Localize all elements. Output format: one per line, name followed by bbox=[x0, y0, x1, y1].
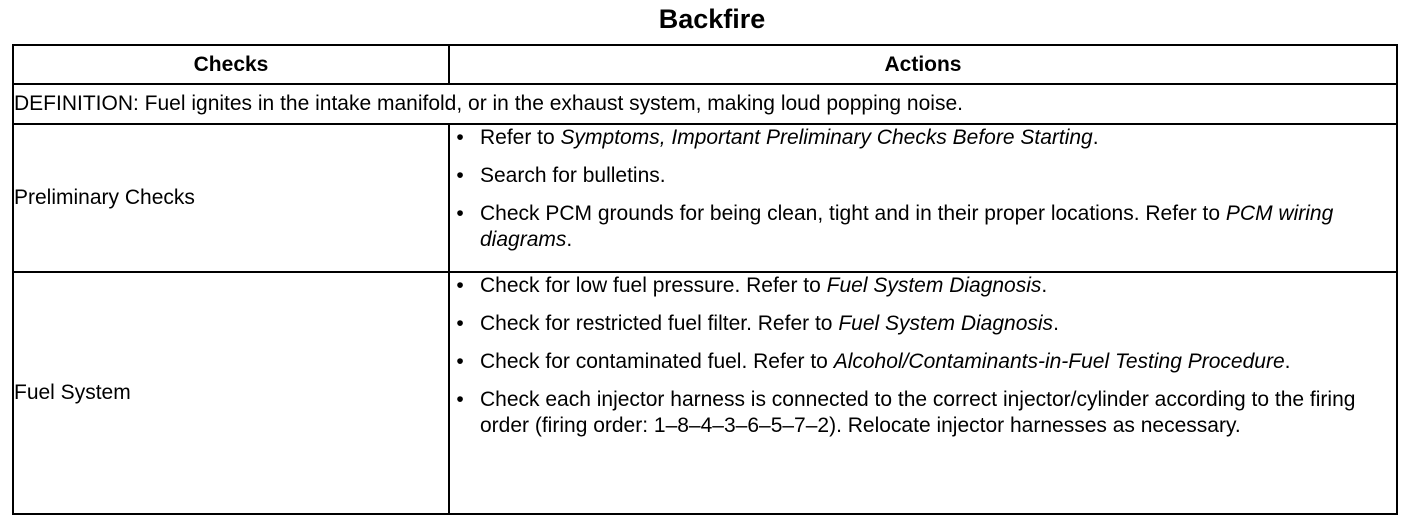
action-list bbox=[450, 125, 1396, 253]
bullet-icon: • bbox=[456, 126, 464, 149]
action-item bbox=[450, 163, 1396, 189]
action-text: Check PCM grounds for being clean, tight and in their proper locations. Refer to bbox=[480, 202, 1226, 225]
action-item bbox=[450, 349, 1396, 375]
action-reference: Fuel System Diagnosis bbox=[838, 312, 1054, 335]
action-text: Search for bulletins. bbox=[480, 164, 666, 187]
action-item bbox=[450, 387, 1396, 439]
action-text: Refer to bbox=[480, 126, 561, 149]
action-reference: Fuel System Diagnosis bbox=[826, 274, 1042, 297]
table-row bbox=[13, 272, 1397, 514]
bullet-icon: • bbox=[456, 202, 464, 225]
actions-cell bbox=[449, 124, 1397, 272]
diagnostic-table bbox=[12, 44, 1398, 515]
bullet-icon: • bbox=[456, 388, 464, 411]
check-name: Preliminary Checks bbox=[13, 124, 449, 272]
action-tail: . bbox=[566, 228, 573, 251]
action-text: Check each injector harness is connected to the correct injector/cylinder according to the firing order (firing order: 1–8–4–3–6–5–7–2). Relocate injector harnesses as necessary. bbox=[480, 388, 1356, 437]
page-title: Backfire bbox=[658, 4, 766, 34]
action-reference: Symptoms, Important Preliminary Checks Before Starting bbox=[560, 126, 1093, 149]
bullet-icon: • bbox=[456, 312, 464, 335]
definition-row bbox=[13, 84, 1397, 124]
checks-column-header: Checks bbox=[13, 45, 449, 84]
bullet-icon: • bbox=[456, 274, 464, 297]
action-item bbox=[450, 311, 1396, 337]
action-text: Check for contaminated fuel. Refer to bbox=[480, 350, 834, 373]
action-reference: PCM wiring diagrams bbox=[480, 202, 1334, 251]
check-name: Fuel System bbox=[13, 272, 449, 514]
action-item bbox=[450, 201, 1396, 253]
definition-text: DEFINITION: Fuel ignites in the intake manifold, or in the exhaust system, making loud popping noise. bbox=[13, 84, 1397, 124]
action-tail: . bbox=[1053, 312, 1059, 335]
action-item bbox=[450, 125, 1396, 151]
action-list bbox=[450, 273, 1396, 439]
action-reference: Alcohol/Contaminants-in-Fuel Testing Procedure bbox=[833, 350, 1285, 373]
actions-column-header: Actions bbox=[449, 45, 1397, 84]
action-item bbox=[450, 273, 1396, 299]
action-tail: . bbox=[1092, 126, 1099, 149]
table-row bbox=[13, 124, 1397, 272]
bullet-icon: • bbox=[456, 164, 464, 187]
bullet-icon: • bbox=[456, 350, 464, 373]
action-text: Check for low fuel pressure. Refer to bbox=[480, 274, 827, 297]
action-tail: . bbox=[1041, 274, 1048, 297]
header-row bbox=[13, 45, 1397, 84]
action-tail: . bbox=[1284, 350, 1291, 373]
actions-cell bbox=[449, 272, 1397, 514]
action-text: Check for restricted fuel filter. Refer to bbox=[480, 312, 839, 335]
